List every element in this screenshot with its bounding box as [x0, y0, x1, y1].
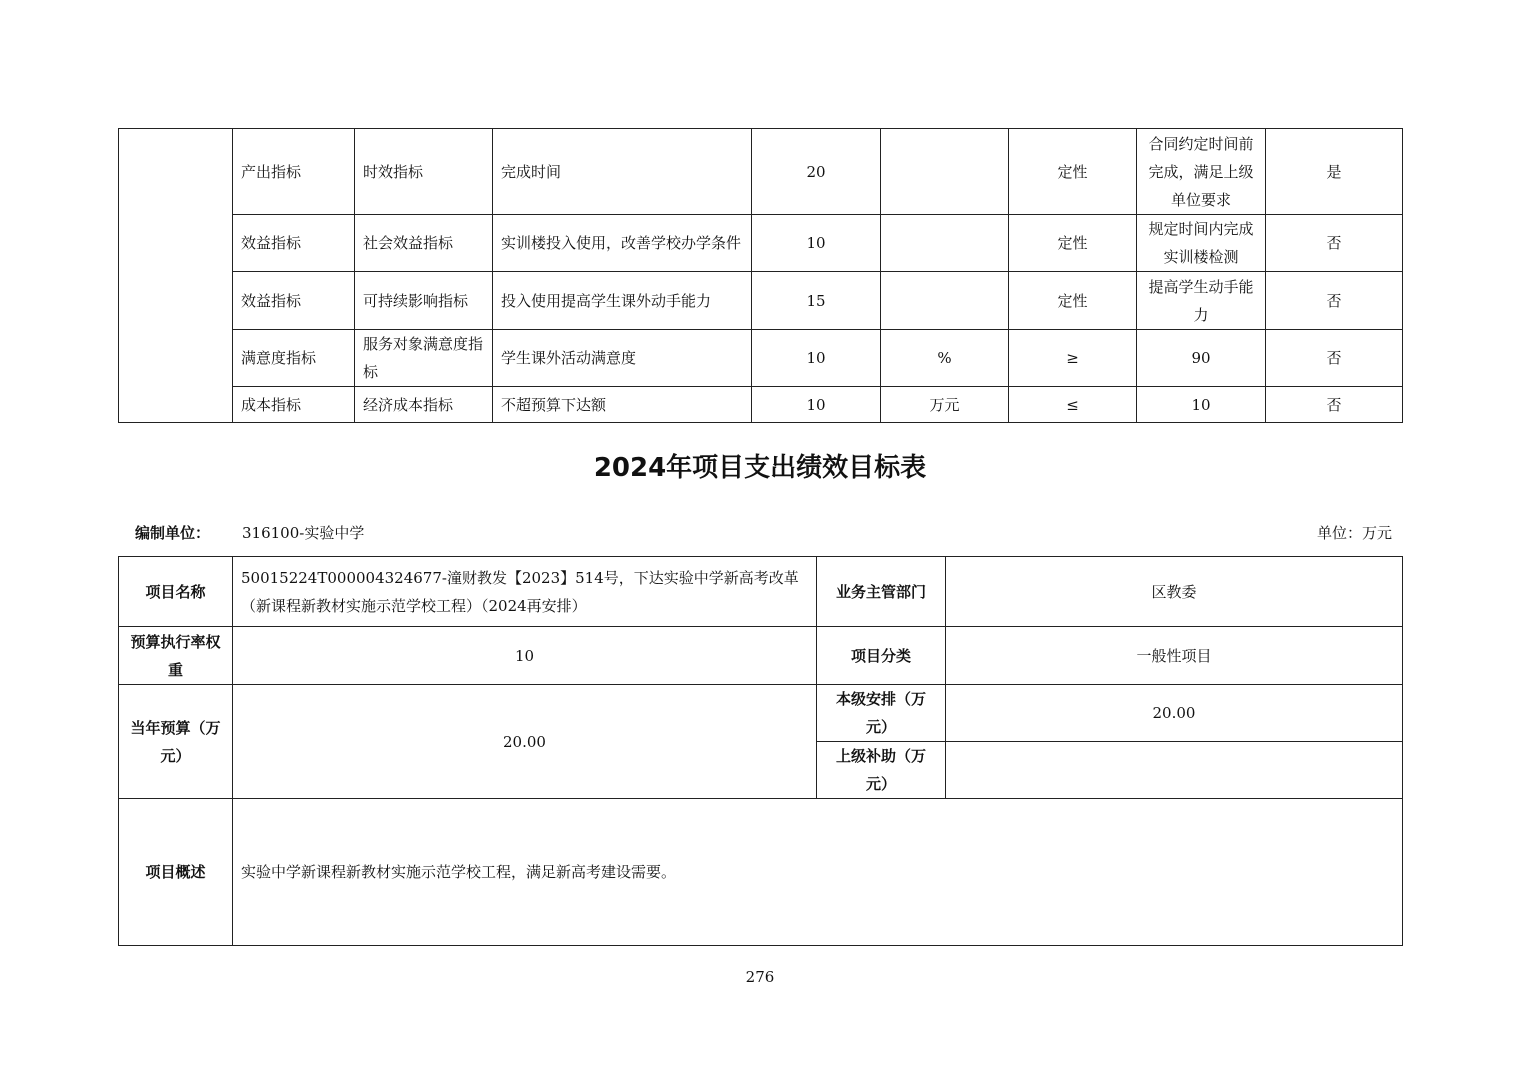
third-level-indicator: 投入使用提高学生课外动手能力	[493, 272, 752, 330]
execution-rate-weight-label: 预算执行率权重	[119, 627, 233, 685]
indicator-weight: 15	[752, 272, 881, 330]
currency-unit: 单位：万元	[1316, 524, 1392, 542]
indicator-unit	[881, 215, 1009, 272]
superior-subsidy-value	[946, 742, 1403, 799]
third-level-indicator: 不超预算下达额	[493, 387, 752, 423]
indicator-core: 否	[1266, 330, 1403, 387]
indicator-core: 否	[1266, 387, 1403, 423]
third-level-indicator: 完成时间	[493, 129, 752, 215]
indicator-nature: 定性	[1009, 129, 1137, 215]
project-category-value: 一般性项目	[946, 627, 1403, 685]
superior-subsidy-label: 上级补助（万元）	[817, 742, 946, 799]
table-row	[119, 685, 1403, 742]
indicator-target: 规定时间内完成实训楼检测	[1137, 215, 1266, 272]
first-level-indicator: 效益指标	[233, 215, 355, 272]
table-row	[119, 387, 1403, 423]
indicator-unit	[881, 272, 1009, 330]
indicator-target: 90	[1137, 330, 1266, 387]
indicator-nature: ≥	[1009, 330, 1137, 387]
compiling-unit-value: 316100-实验中学	[242, 524, 365, 542]
table-row	[119, 799, 1403, 946]
second-level-indicator: 服务对象满意度指标	[355, 330, 493, 387]
project-overview-value: 实验中学新课程新教材实施示范学校工程，满足新高考建设需要。	[233, 799, 1403, 946]
local-allocation-label: 本级安排（万元）	[817, 685, 946, 742]
table-row	[119, 330, 1403, 387]
project-overview-label: 项目概述	[119, 799, 233, 946]
merged-empty-cell	[119, 129, 233, 423]
indicator-core: 否	[1266, 215, 1403, 272]
indicator-nature: 定性	[1009, 215, 1137, 272]
first-level-indicator: 满意度指标	[233, 330, 355, 387]
indicator-weight: 10	[752, 215, 881, 272]
annual-budget-value: 20.00	[233, 685, 817, 799]
page-title: 2024年项目支出绩效目标表	[593, 453, 927, 483]
project-performance-table	[118, 556, 1403, 946]
project-name-label: 项目名称	[119, 557, 233, 627]
indicator-unit	[881, 129, 1009, 215]
indicator-weight: 10	[752, 387, 881, 423]
department-value: 区教委	[946, 557, 1403, 627]
project-category-label: 项目分类	[817, 627, 946, 685]
second-level-indicator: 时效指标	[355, 129, 493, 215]
compiling-unit-label: 编制单位：	[135, 524, 211, 542]
indicator-table-continued	[118, 128, 1403, 423]
second-level-indicator: 社会效益指标	[355, 215, 493, 272]
table-row	[119, 627, 1403, 685]
table-row	[119, 557, 1403, 627]
indicator-target: 10	[1137, 387, 1266, 423]
table-row	[119, 215, 1403, 272]
indicator-core: 否	[1266, 272, 1403, 330]
indicator-core: 是	[1266, 129, 1403, 215]
local-allocation-value: 20.00	[946, 685, 1403, 742]
indicator-target: 提高学生动手能力	[1137, 272, 1266, 330]
table-row	[119, 129, 1403, 215]
department-label: 业务主管部门	[817, 557, 946, 627]
table-row	[119, 272, 1403, 330]
indicator-nature: 定性	[1009, 272, 1137, 330]
indicator-target: 合同约定时间前完成，满足上级单位要求	[1137, 129, 1266, 215]
indicator-weight: 10	[752, 330, 881, 387]
third-level-indicator: 实训楼投入使用，改善学校办学条件	[493, 215, 752, 272]
project-name-value: 50015224T000004324677-潼财教发【2023】514号，下达实验中学新高考改革（新课程新教材实施示范学校工程）（2024再安排）	[233, 557, 817, 627]
first-level-indicator: 产出指标	[233, 129, 355, 215]
indicator-nature: ≤	[1009, 387, 1137, 423]
second-level-indicator: 可持续影响指标	[355, 272, 493, 330]
second-level-indicator: 经济成本指标	[355, 387, 493, 423]
annual-budget-label: 当年预算（万元）	[119, 685, 233, 799]
third-level-indicator: 学生课外活动满意度	[493, 330, 752, 387]
first-level-indicator: 效益指标	[233, 272, 355, 330]
execution-rate-weight-value: 10	[233, 627, 817, 685]
page-number: 276	[745, 968, 775, 986]
indicator-unit: 万元	[881, 387, 1009, 423]
indicator-weight: 20	[752, 129, 881, 215]
first-level-indicator: 成本指标	[233, 387, 355, 423]
indicator-unit: %	[881, 330, 1009, 387]
